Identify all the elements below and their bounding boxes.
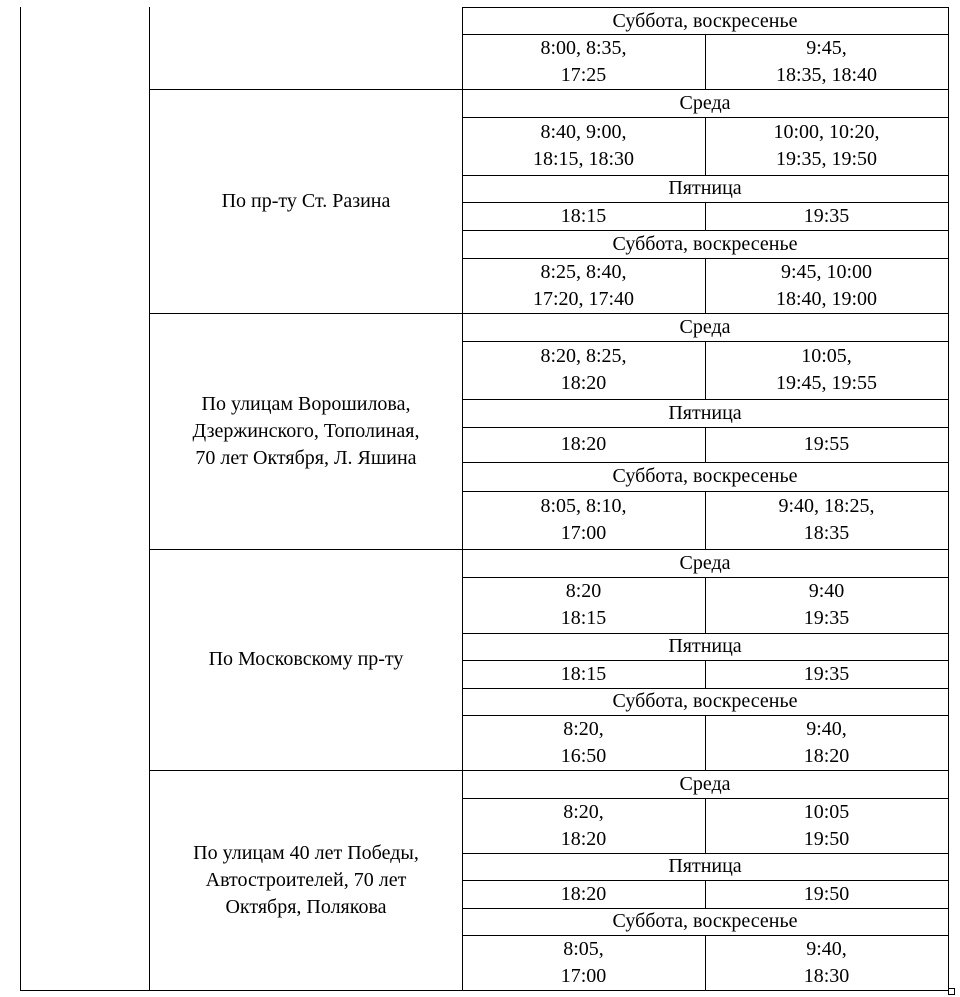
route-name: 70 лет Октября, Л. Яшина	[195, 446, 417, 469]
return-times: 18:35	[803, 522, 850, 544]
route-name: По Московскому пр-ту	[208, 648, 404, 670]
route-name: По улицам 40 лет Победы,	[193, 841, 419, 864]
departure-times: 18:15	[560, 607, 607, 629]
day-header: Пятница	[668, 177, 742, 199]
return-times: 19:35	[803, 607, 850, 629]
route-name: Автостроителей, 70 лет	[205, 868, 407, 891]
departure-times: 8:20, 8:25,	[540, 345, 627, 367]
departure-times: 8:20	[565, 580, 602, 602]
departure-times: 17:00	[560, 522, 607, 544]
return-times: 18:30	[803, 964, 850, 987]
departure-times: 18:20	[560, 882, 607, 905]
departure-times: 8:25, 8:40,	[540, 260, 627, 283]
departure-times: 17:25	[560, 63, 607, 86]
return-times: 18:35, 18:40	[775, 63, 878, 86]
day-header: Среда	[679, 315, 731, 338]
return-times: 18:40, 19:00	[775, 287, 878, 310]
return-times: 10:00, 10:20,	[773, 121, 880, 143]
return-times: 10:05	[803, 800, 850, 823]
return-times: 9:40,	[806, 717, 847, 740]
day-header: Среда	[679, 551, 731, 574]
return-times: 9:45, 10:00	[780, 260, 873, 283]
departure-times: 8:05, 8:10,	[540, 495, 627, 517]
route-name: Октября, Полякова	[225, 895, 387, 918]
route-name: По пр-ту Ст. Разина	[221, 189, 391, 212]
return-times: 19:35	[803, 662, 850, 685]
departure-times: 8:00, 8:35,	[540, 36, 627, 59]
day-header: Пятница	[668, 401, 742, 424]
day-header: Суббота, воскресенье	[612, 465, 798, 487]
return-times: 9:45,	[806, 36, 847, 59]
departure-times: 8:20,	[563, 717, 604, 740]
departure-times: 16:50	[560, 744, 607, 767]
day-header: Среда	[679, 772, 731, 795]
departure-times: 18:20	[560, 433, 607, 455]
departure-times: 17:00	[560, 964, 607, 987]
departure-times: 18:20	[560, 827, 607, 850]
departure-times: 18:20	[560, 372, 607, 394]
route-name: Дзержинского, Тополиная,	[192, 419, 420, 442]
return-times: 19:55	[803, 433, 850, 455]
return-times: 9:40,	[806, 937, 847, 960]
table-border	[948, 7, 949, 991]
table-border	[20, 7, 21, 991]
return-times: 9:40	[808, 580, 845, 602]
return-times: 19:45, 19:55	[775, 372, 878, 394]
return-times: 18:20	[803, 744, 850, 767]
return-times: 19:50	[803, 882, 850, 905]
end-mark	[948, 988, 955, 995]
return-times: 10:05,	[801, 345, 852, 367]
route-name: По улицам Ворошилова,	[201, 392, 411, 415]
day-header: Пятница	[668, 635, 742, 657]
table-border	[20, 990, 949, 991]
day-header: Суббота, воскресенье	[612, 910, 798, 932]
day-header: Суббота, воскресенье	[612, 690, 798, 712]
departure-times: 17:20, 17:40	[532, 287, 635, 310]
day-header: Пятница	[668, 855, 742, 877]
return-times: 19:35	[803, 204, 850, 227]
day-header: Среда	[679, 91, 731, 114]
departure-times: 8:40, 9:00,	[540, 121, 627, 143]
return-times: 19:35, 19:50	[775, 148, 878, 170]
return-times: 9:40, 18:25,	[778, 495, 875, 517]
day-header: Суббота, воскресенье	[612, 9, 798, 32]
day-header: Суббота, воскресенье	[612, 232, 798, 255]
return-times: 19:50	[803, 827, 850, 850]
departure-times: 8:20,	[563, 800, 604, 823]
departure-times: 18:15	[560, 204, 607, 227]
departure-times: 18:15, 18:30	[532, 148, 635, 170]
departure-times: 8:05,	[563, 937, 604, 960]
departure-times: 18:15	[560, 662, 607, 685]
